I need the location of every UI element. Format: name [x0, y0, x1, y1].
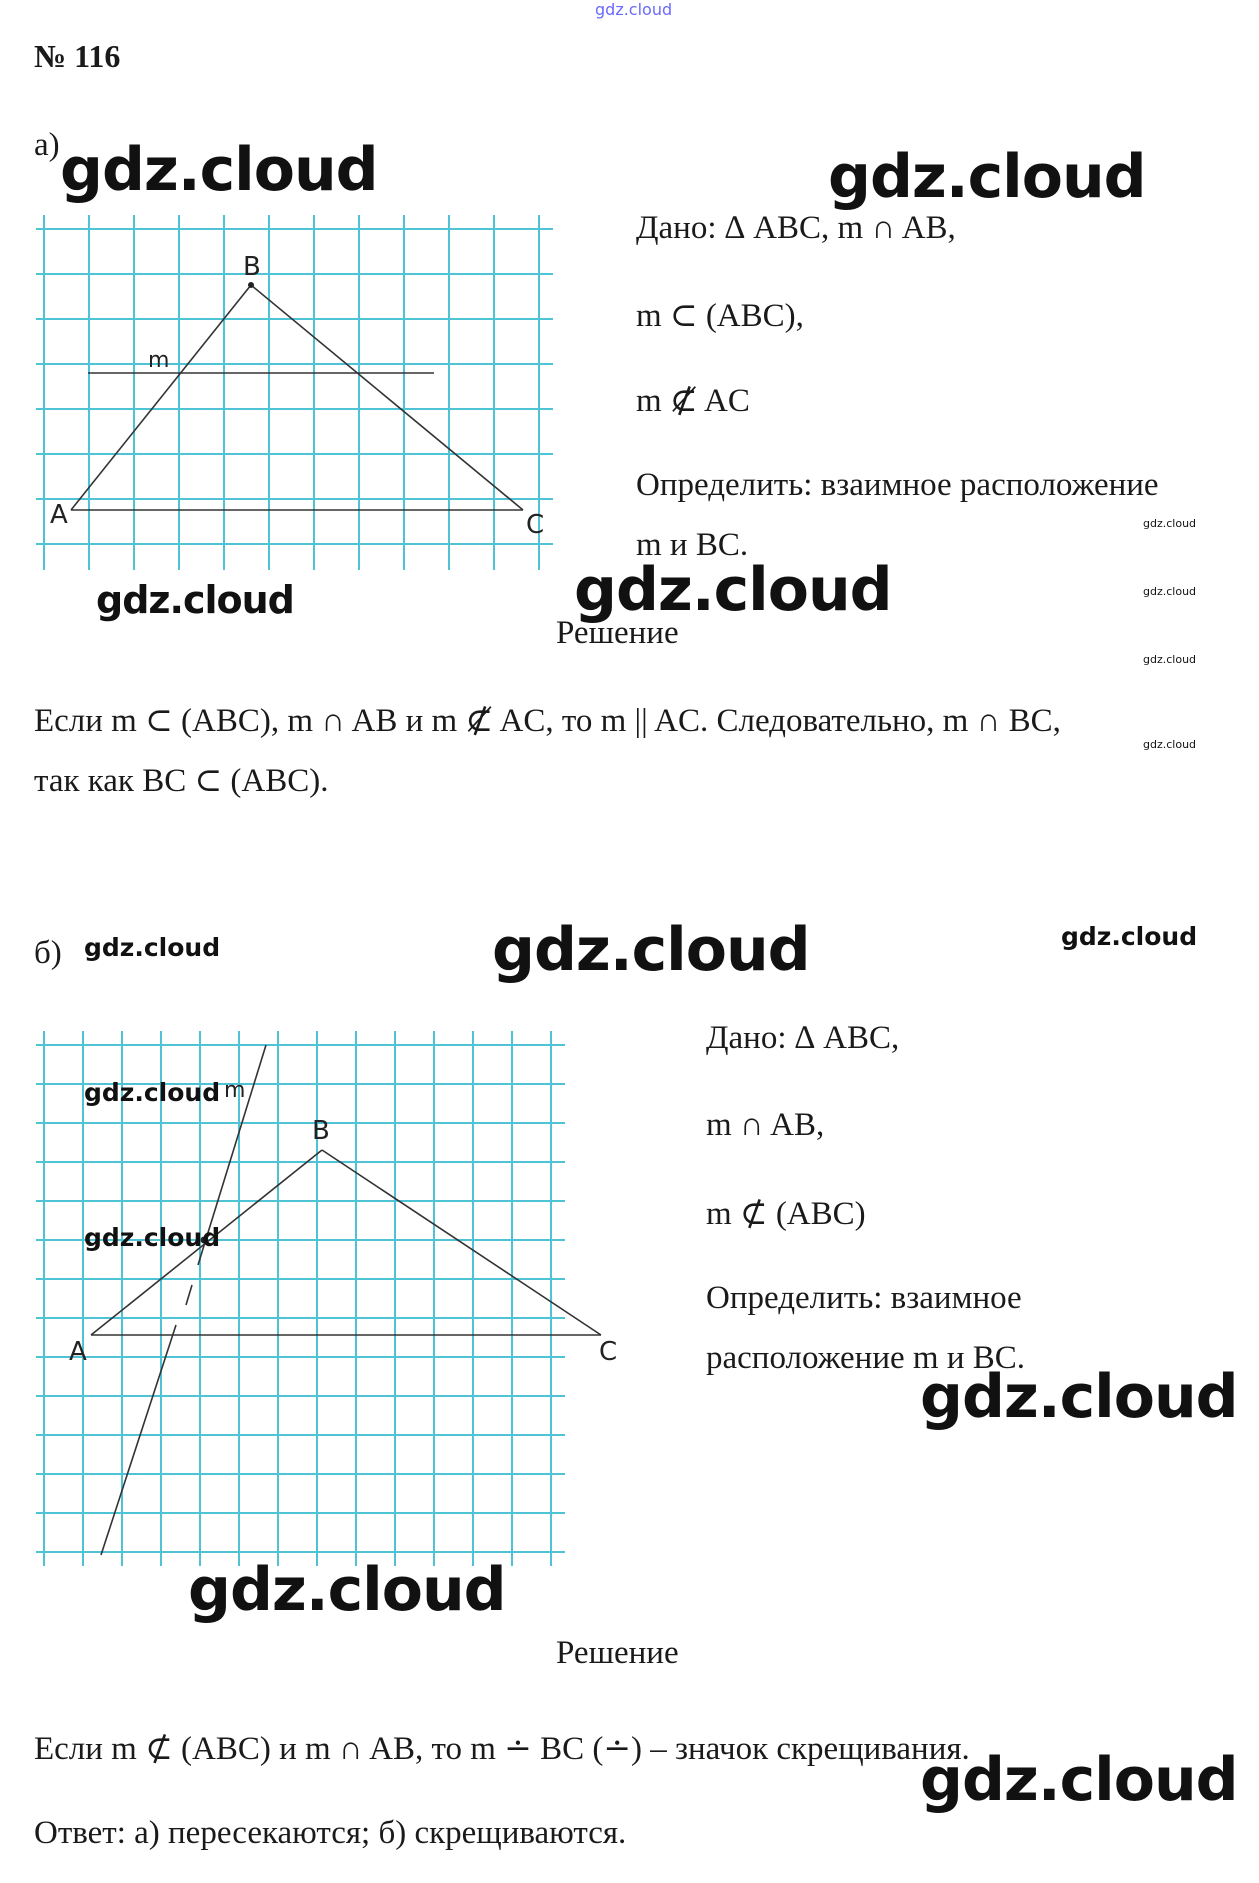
part-b-determine-1: Определить: взаимное — [706, 1280, 1022, 1316]
label-a: A — [50, 500, 68, 530]
segment-bc — [322, 1150, 601, 1335]
part-a-solution-line-1: Если m ⊂ (ABC), m ∩ AB и m ⊄̸ AC, то m || AC. Следовательно, m ∩ BC, — [34, 703, 1061, 739]
label-a: A — [69, 1337, 87, 1367]
watermark: gdz.cloud — [188, 1555, 506, 1625]
watermark: gdz.cloud — [920, 1362, 1238, 1432]
watermark: gdz.cloud — [920, 1745, 1238, 1815]
label-c: C — [526, 510, 545, 540]
part-b-given-3: m ⊄ (ABC) — [706, 1196, 866, 1232]
part-a-grid-diagram — [36, 205, 576, 570]
watermark-small: gdz.cloud — [1143, 738, 1197, 751]
line-m-lower — [101, 1325, 176, 1555]
part-a-solution-line-2: так как BC ⊂ (ABC). — [34, 763, 329, 799]
part-a-figure — [36, 205, 576, 570]
answer: Ответ: а) пересекаются; б) скрещиваются. — [34, 1815, 627, 1851]
part-b-determine-2: расположение m и BC. — [706, 1340, 1025, 1376]
part-a-given-2: m ⊂ (ABC), — [636, 298, 804, 334]
watermark: gdz.cloud — [84, 1223, 221, 1252]
part-a-determine-2: m и BC. — [636, 527, 749, 563]
header-watermark: gdz.cloud — [595, 0, 673, 19]
part-b-label: б) — [34, 935, 62, 971]
watermark: gdz.cloud — [96, 578, 294, 622]
label-b: B — [243, 252, 261, 282]
watermark-small: gdz.cloud — [1143, 653, 1197, 666]
problem-number: № 116 — [34, 38, 121, 74]
part-b-solution: Если m ⊄ (ABC) и m ∩ AB, то m ∸ BC (∸) – значок скрещивания. — [34, 1731, 970, 1767]
part-b-given-2: m ∩ AB, — [706, 1107, 825, 1143]
point-b-dot — [248, 282, 254, 288]
watermark: gdz.cloud — [1061, 922, 1198, 951]
watermark: gdz.cloud — [60, 135, 378, 205]
watermark: gdz.cloud — [84, 933, 221, 962]
part-b-given-1: Дано: ∆ ABC, — [706, 1020, 900, 1056]
label-m: m — [224, 1078, 246, 1103]
watermark: gdz.cloud — [828, 142, 1146, 212]
label-m: m — [148, 348, 170, 373]
line-m-mid — [186, 1285, 192, 1305]
part-a-given-1: Дано: ∆ ABC, m ∩ AB, — [636, 210, 956, 246]
part-a-solution-title: Решение — [556, 615, 679, 651]
part-a-determine-1: Определить: взаимное расположение — [636, 467, 1159, 503]
watermark: gdz.cloud — [492, 915, 810, 985]
part-a-given-3: m ⊄̸ AC — [636, 383, 750, 419]
label-b: B — [312, 1116, 330, 1146]
part-b-solution-title: Решение — [556, 1635, 679, 1671]
watermark-small: gdz.cloud — [1143, 585, 1197, 598]
watermark: gdz.cloud — [84, 1078, 221, 1107]
part-a-label: а) — [34, 127, 60, 163]
watermark: gdz.cloud — [574, 555, 892, 625]
label-c: C — [599, 1337, 618, 1367]
watermark-small: gdz.cloud — [1143, 517, 1197, 530]
